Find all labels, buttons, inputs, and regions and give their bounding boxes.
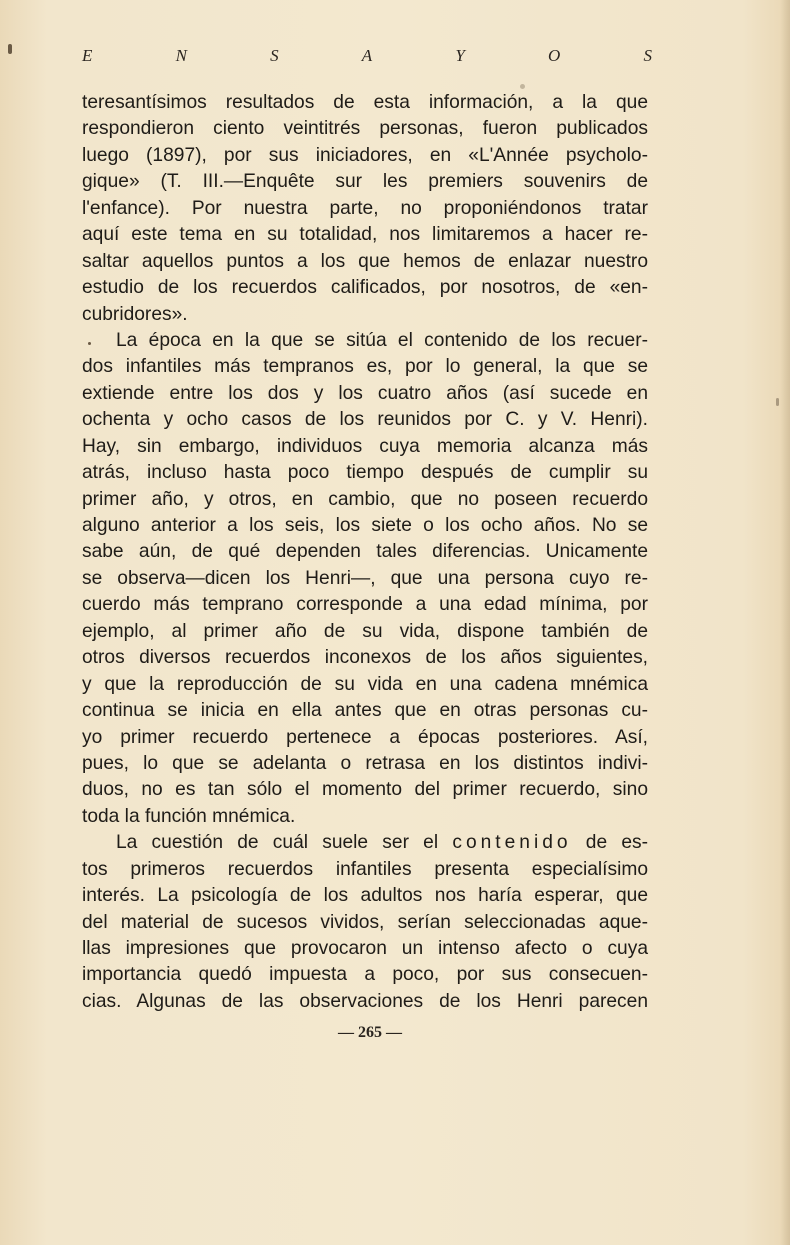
running-head-letter: A [361, 46, 373, 65]
text-line: toda la función mnémica. [82, 805, 296, 827]
text-fragment: de es- [571, 832, 648, 854]
text-line: dos infantiles más tempranos es, por lo general, la que se [82, 356, 648, 378]
running-head-letter: O [548, 46, 561, 65]
page-edge-shadow [780, 0, 790, 1245]
paper-speck [776, 398, 779, 406]
paper-speck [8, 44, 12, 54]
text-line: ochenta y ocho casos de los reunidos por C. y V. Henri). [82, 409, 648, 431]
text-line: teresantísimos resultados de esta información, a la que [82, 92, 648, 113]
text-line: pues, lo que se adelanta o retrasa en los distintos indivi- [82, 752, 648, 774]
text-line: cias. Algunas de las observaciones de los Henri parecen [82, 990, 648, 1012]
text-line: gique» (T. III.—Enquête sur les premiers souvenirs de [82, 171, 648, 193]
text-line: sabe aún, de qué dependen tales diferencias. Unicamente [82, 541, 648, 563]
text-line: duos, no es tan sólo el momento del primer recuerdo, sino [82, 779, 648, 801]
paper-speck [520, 84, 525, 89]
text-line: se observa—dicen los Henri—, que una persona cuyo re- [82, 567, 648, 589]
text-line: extiende entre los dos y los cuatro años (así sucede en [82, 382, 648, 404]
spaced-emphasis: contenido [452, 832, 572, 854]
paper-speck [88, 342, 91, 345]
running-head-letter: Y [455, 46, 465, 65]
text-line: interés. La psicología de los adultos nos haría esperar, que [82, 885, 648, 907]
text-fragment: La cuestión de cuál suele ser el [116, 832, 453, 854]
text-line: cubridores». [82, 303, 188, 325]
running-head-letter: E [82, 46, 93, 65]
running-head-letter: S [643, 46, 652, 65]
text-line: aquí este tema en su totalidad, nos limitaremos a hacer re- [82, 224, 648, 246]
text-line: yo primer recuerdo pertenece a épocas posteriores. Así, [82, 726, 648, 748]
running-head-letter: N [175, 46, 187, 65]
text-line: La época en la que se sitúa el contenido de los recuer- [116, 329, 648, 351]
text-line: l'enfance). Por nuestra parte, no proponiéndonos tratar [82, 197, 648, 219]
text-line: alguno anterior a los seis, los siete o los ocho años. No se [82, 515, 648, 536]
text-line: y que la reproducción de su vida en una cadena mnémica [82, 673, 648, 695]
text-line [82, 830, 648, 856]
body-text [82, 90, 648, 1015]
text-line: del material de sucesos vividos, serían seleccionadas aque- [82, 911, 648, 933]
text-line: llas impresiones que provocaron un intenso afecto o cuya [82, 938, 648, 959]
text-line: primer año, y otros, en cambio, que no poseen recuerdo [82, 488, 648, 510]
text-line: cuerdo más temprano corresponde a una edad mínima, por [82, 594, 648, 616]
running-head [82, 46, 652, 66]
text-line: otros diversos recuerdos inconexos de los años siguientes, [82, 647, 648, 669]
text-line: importancia quedó impuesta a poco, por sus consecuen- [82, 964, 648, 986]
text-line: saltar aquellos puntos a los que hemos de enlazar nuestro [82, 250, 648, 272]
text-line: continua se inicia en ella antes que en otras personas cu- [82, 700, 648, 722]
text-line: Hay, sin embargo, individuos cuya memoria alcanza más [82, 435, 648, 457]
running-head-letter: S [270, 46, 279, 65]
text-line: ejemplo, al primer año de su vida, dispone también de [82, 620, 648, 642]
text-line: respondieron ciento veintitrés personas, fueron publicados [82, 118, 648, 140]
text-line: estudio de los recuerdos calificados, por nosotros, de «en- [82, 277, 648, 299]
page-number: — 265 — [338, 1024, 402, 1041]
text-line: tos primeros recuerdos infantiles presenta especialísimo [82, 858, 648, 880]
text-line: atrás, incluso hasta poco tiempo después de cumplir su [82, 462, 648, 484]
text-line: luego (1897), por sus iniciadores, en «L'Année psycholo- [82, 144, 648, 166]
